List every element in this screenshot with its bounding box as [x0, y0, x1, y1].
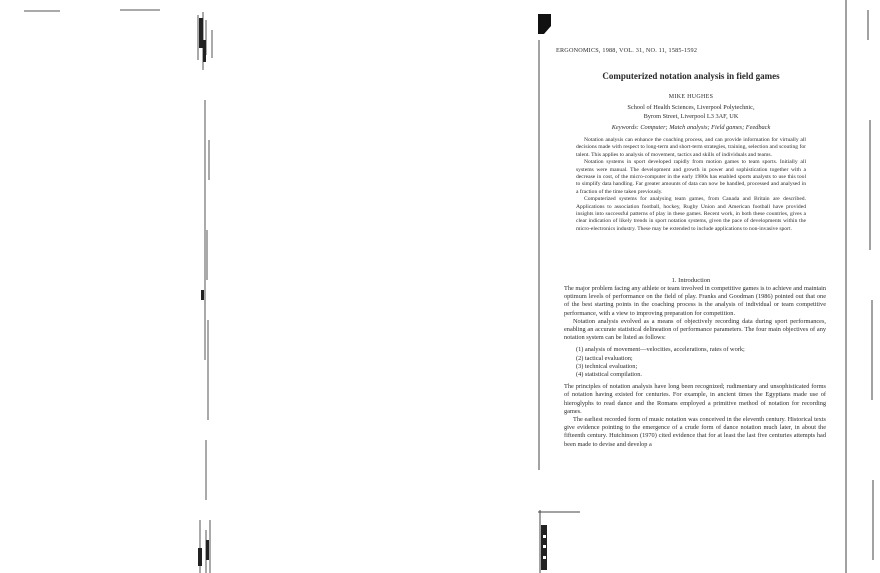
list-item: (4) statistical compilation. [576, 371, 642, 379]
affiliation-line: School of Health Sciences, Liverpool Polytechnic, [627, 104, 755, 111]
list-item: (1) analysis of movement—velocities, accelerations, rates of work; [576, 346, 745, 354]
abstract-paragraph: Notation systems in sport developed rapidly from motion games to team sports. Initially all systems were manual. The development and growth in power and sophistication together with a decrease in cost, of the micro-computer in the early 1980s has enabled sports analysts to use this tool to simplify data handling. Far greater amounts of data can now be handled, processed and analysed in a fraction of the time taken previously. [576, 159, 806, 195]
keywords: Keywords: Computer; Match analysis; Field games; Feedback [611, 124, 771, 131]
section-heading: 1. Introduction [671, 277, 711, 284]
author-name: MIKE HUGHES [668, 94, 714, 100]
running-header: ERGONOMICS, 1988, VOL. 31, NO. 11, 1585-1592 [556, 47, 698, 54]
journal-page [556, 0, 826, 573]
body-paragraph: The earliest recorded form of music notation was conceived in the eleventh century. Historical texts give evidence pointing to the emergence of a crude form of dance notation much later, in about the fifteenth century. Hutchinson (1970) cited evidence that for at least the last five centuries attempts had been made to devise and develop a [564, 416, 826, 448]
abstract-paragraph: Notation analysis can enhance the coaching process, and can provide information for virtually all decisions made with respect to long-term and short-term strategies, training, selection and scouting for talent. This applies to analysis of movement, tactics and skills of individuals and teams. [576, 137, 806, 158]
affiliation-line: Byrom Street, Liverpool L3 3AF, UK [643, 113, 739, 120]
list-item: (2) tactical evaluation; [576, 354, 633, 362]
body-paragraph: The principles of notation analysis have long been recognized; rudimentary and unsophisticated forms of notation having existed for centuries. For example, in ancient times the Egyptians made use of hieroglyphs to read dance and the Romans employed a primitive method of notation for recording games. [564, 383, 826, 415]
body-paragraph: Notation analysis evolved as a means of objectively recording data during sport performances, enabling an accurate statistical delineation of performance parameters. The four main objectives of any notation system can be listed as follows: [564, 317, 826, 342]
author-affiliation [556, 103, 826, 121]
body-paragraph: The major problem facing any athlete or team involved in competitive games is to achieve and maintain optimum levels of performance on the field of play. Franks and Goodman (1986) pointed out that one of the best starting points in the coaching process is the analysis of individual or team competitive performance, with a view to improving preparation for competition. [564, 285, 826, 317]
abstract [576, 137, 806, 233]
objectives-list [576, 346, 826, 379]
list-item: (3) technical evaluation; [576, 362, 638, 370]
body-text [564, 285, 826, 449]
abstract-paragraph: Computerized systems for analysing team games, from Canada and Britain are described. Applications to association football, hockey, Rugby Union and American football have provided insights into successful patterns of play in these games. Recent work, in both these countries, gives a clear indication of likely trends in sport notation systems, given the pace of developments within the micro-electronics industry. These may be extended to include applications to non-invasive sport. [576, 196, 806, 232]
paper-title: Computerized notation analysis in field games [602, 71, 780, 81]
